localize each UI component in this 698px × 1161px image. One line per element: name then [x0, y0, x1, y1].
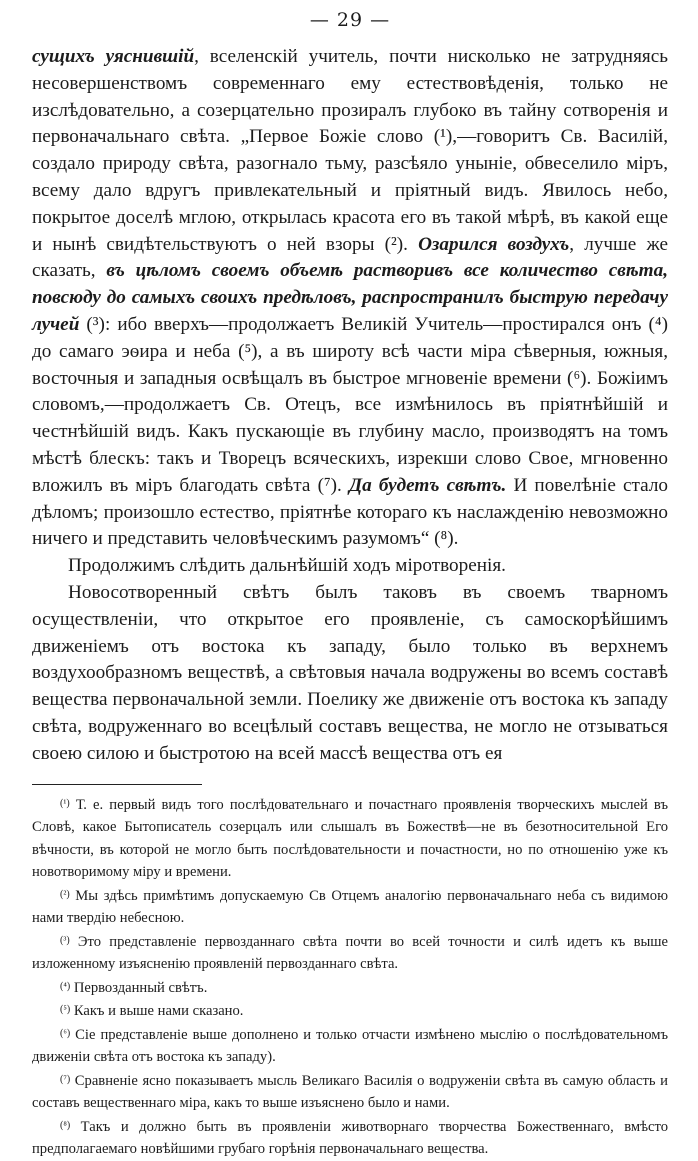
footnote-text: Это представленіе первозданнаго свѣта почти во всей точности и силѣ идетъ къ выше изложенному изъясненію проявленій первозданнаго свѣта.: [32, 933, 668, 973]
paragraph-3: Новосотворенный свѣтъ былъ таковъ въ своемъ тварномъ осуществленіи, что открытое его проявленіе, съ самоскорѣйшимъ движеніемъ отъ востока къ западу, было только въ верхнемъ воздухообразномъ веществѣ, а свѣтовыя начала водружены во всемъ составѣ вещества первоначальной земли. Поелику же движеніе отъ востока къ западу свѣта, водруженнаго во всецѣлый составъ вещества, не могло не отзываться своею силою и быстротою на всей массѣ вещества отъ ея: [32, 581, 668, 764]
text-run: И повелѣніе стало дѣломъ; произошло естество, пріятнѣе котораго къ наслажденію невозможно ничего и представить человѣческимъ разумомъ“ (⁸).: [32, 474, 668, 550]
footnote-number: (⁸): [60, 1119, 71, 1131]
footnote: [32, 1069, 668, 1115]
text-run: (³): ибо вверхъ—продолжаетъ Великій Учитель—простирался онъ (⁴) до самаго эѳира и неба (⁵), а въ широту всѣ части міра сѣверныя, южныя, восточныя и западныя освѣщалъ въ быстрое мгновеніе времени (⁶). Божіимъ словомъ,—продолжаетъ Св. Отецъ, все измѣнилось въ пріятнѣйшій и честнѣйшій видъ. Какъ пускающіе въ глубину масло, производятъ на томъ мѣстѣ блескъ: такъ и Творецъ всяческихъ, изрекши слово Свое, мгновенно вложилъ въ міръ благодать свѣта (⁷).: [32, 313, 668, 496]
footnote: [32, 1023, 668, 1069]
main-text: [32, 44, 668, 768]
text-run: сущихъ уяснившій: [32, 46, 195, 67]
footnote: [32, 884, 668, 930]
footnote-text: Такъ и должно быть въ проявленіи животворнаго творчества Божественнаго, вмѣсто предполагаемаго новѣйшими грубаго горѣнія первоначальнаго вещества.: [32, 1118, 668, 1158]
footnote-number: (⁵): [60, 1004, 71, 1016]
page-number: — 29 —: [309, 9, 391, 31]
text-run: , вселенскій учитель, почти нисколько не затрудняясь несовершенствомъ современнаго ему естествовѣденія, только не изслѣдовательно, а созерцательно прозиралъ глубоко въ тайну сотворенія и первоначальнаго свѣта. „Первое Божіе слово (¹),—говоритъ Св. Василій, создало природу свѣта, разогнало тьму, разсѣяло уныніе, обвеселило міръ, всему дало вдругъ привлекательный и пріятный видъ. Явилось небо, покрытое доселѣ мглою, открылась красота его въ такой мѣрѣ, въ какой еще и нынѣ свидѣтельствуютъ о ней взоры (²).: [32, 46, 668, 255]
footnote: [32, 930, 668, 976]
text-run: Да будетъ свѣтъ.: [348, 474, 507, 496]
paragraph-2: Продолжимъ слѣдить дальнѣйшій ходъ міротворенія.: [68, 555, 506, 577]
footnote-text: Сіе представленіе выше дополнено и только отчасти измѣнено мыслію о послѣдовательномъ движеніи свѣта отъ востока къ западу).: [32, 1026, 668, 1066]
footnote-number: (⁶): [60, 1027, 71, 1039]
footnote: [32, 976, 668, 1000]
footnote-divider: [32, 784, 202, 785]
footnote-number: (³): [60, 934, 70, 946]
footnote-text: Какъ и выше нами сказано.: [73, 1003, 244, 1020]
footnote-text: Первозданный свѣтъ.: [73, 979, 208, 996]
paragraph-1: [32, 44, 668, 553]
footnote-number: (⁷): [60, 1073, 71, 1085]
footnote: [32, 1115, 668, 1161]
footnote: [32, 999, 668, 1023]
footnote-number: (²): [60, 888, 70, 900]
footnote-number: (⁴): [60, 980, 71, 992]
footnote: [32, 793, 668, 884]
footnotes: [32, 793, 668, 1161]
text-run: Озарился воздухъ: [418, 233, 570, 255]
footnote-text: Т. е. первый видъ того послѣдовательнаго и почастнаго проявленія творческихъ мыслей въ Словѣ, какое Бытописатель созерцалъ или слышалъ въ Божествѣ—не въ безотносительной Его вѣчности, въ которой не могло быть послѣдовательности и почастности, но по отношенію уже къ новотворимому міру и времени.: [32, 796, 668, 881]
footnote-text: Мы здѣсь примѣтимъ допускаемую Св Отцемъ аналогію первоначальнаго неба съ видимою нами твердію небесною.: [32, 887, 668, 927]
text-run: въ цѣломъ своемъ объемѣ растворивъ все количество свѣта, повсюду до самыхъ своихъ предѣловъ, распространилъ быструю передачу лучей: [32, 260, 668, 335]
footnote-text: Сравненіе ясно показываетъ мысль Великаго Василія о водруженіи свѣта въ самую область и составъ вещественнаго міра, какъ то выше изъяснено было и нами.: [32, 1072, 668, 1112]
footnote-number: (¹): [60, 797, 70, 809]
text-run: , лучше же сказать,: [32, 233, 668, 282]
